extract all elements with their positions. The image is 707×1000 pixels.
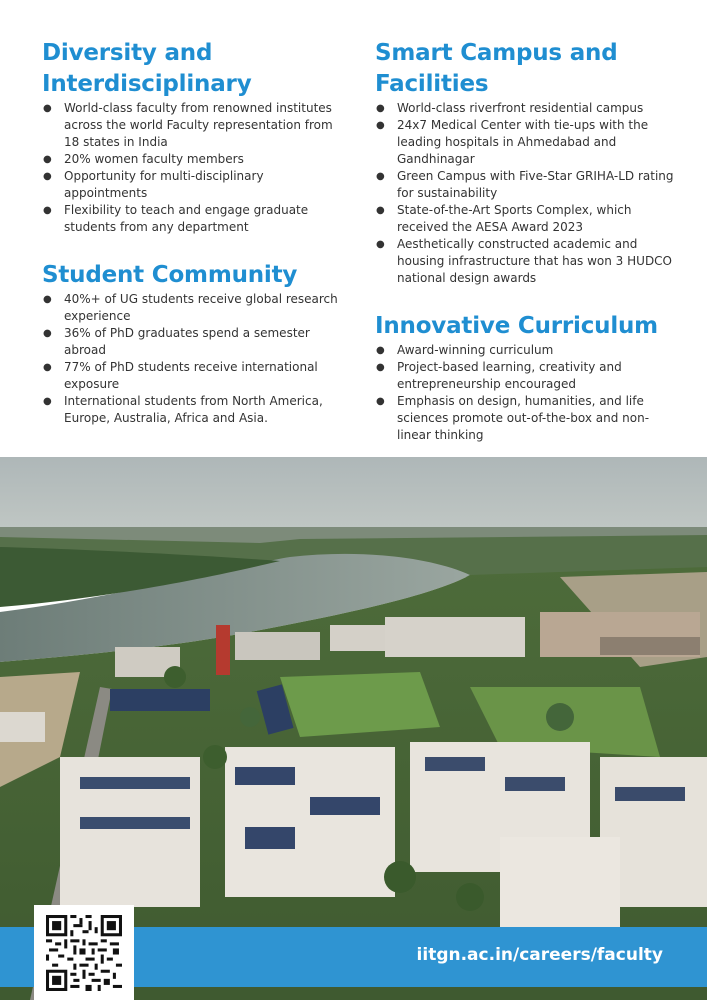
bullet-item: ● Aesthetically constructed academic and housing infrastructure that has won 3 HUDCO national design awards: [375, 236, 675, 287]
bullet-item: ● 20% women faculty members: [42, 151, 342, 168]
section-heading-student-community: [42, 260, 342, 291]
heading-line: Student Community: [42, 262, 298, 288]
careers-url-link[interactable]: iitgn.ac.in/careers/faculty: [416, 945, 663, 965]
right-column: [375, 38, 675, 468]
heading-line: Facilities: [375, 71, 489, 97]
section-smart-campus: [375, 38, 675, 287]
bullet-item: ● Award-winning curriculum: [375, 342, 675, 359]
bullet-item: ● World-class faculty from renowned institutes across the world Faculty representation from 18 states in India: [42, 100, 342, 151]
bullet-list: [42, 291, 342, 427]
section-heading-smart-campus: [375, 38, 675, 100]
bullet-item: ● 36% of PhD graduates spend a semester abroad: [42, 325, 342, 359]
bullet-item: ● 77% of PhD students receive international exposure: [42, 359, 342, 393]
left-column: [42, 38, 342, 451]
bullet-item: ● Emphasis on design, humanities, and life sciences promote out-of-the-box and non-linear thinking: [375, 393, 675, 444]
bullet-item: ● Flexibility to teach and engage graduate students from any department: [42, 202, 342, 236]
bullet-item: ● Opportunity for multi-disciplinary appointments: [42, 168, 342, 202]
bullet-list: [375, 100, 675, 287]
section-student-community: [42, 260, 342, 427]
heading-line: Innovative Curriculum: [375, 313, 658, 339]
qr-code-icon: [46, 915, 122, 991]
heading-line: Interdisciplinary: [42, 71, 252, 97]
section-heading-innovative-curriculum: [375, 311, 675, 342]
heading-line: Smart Campus and: [375, 40, 618, 66]
bullet-item: ● World-class riverfront residential campus: [375, 100, 675, 117]
bullet-item: ● 24x7 Medical Center with tie-ups with the leading hospitals in Ahmedabad and Gandhinagar: [375, 117, 675, 168]
bullet-item: ● 40%+ of UG students receive global research experience: [42, 291, 342, 325]
bullet-item: ● Green Campus with Five-Star GRIHA-LD rating for sustainability: [375, 168, 675, 202]
section-diversity: [42, 38, 342, 236]
bullet-item: ● Project-based learning, creativity and entrepreneurship encouraged: [375, 359, 675, 393]
bullet-list: [42, 100, 342, 236]
section-heading-diversity: [42, 38, 342, 100]
bullet-item: ● International students from North America, Europe, Australia, Africa and Asia.: [42, 393, 342, 427]
qr-code[interactable]: [34, 905, 134, 1000]
section-innovative-curriculum: [375, 311, 675, 444]
bullet-list: [375, 342, 675, 444]
heading-line: Diversity and: [42, 40, 213, 66]
bullet-item: ● State-of-the-Art Sports Complex, which received the AESA Award 2023: [375, 202, 675, 236]
